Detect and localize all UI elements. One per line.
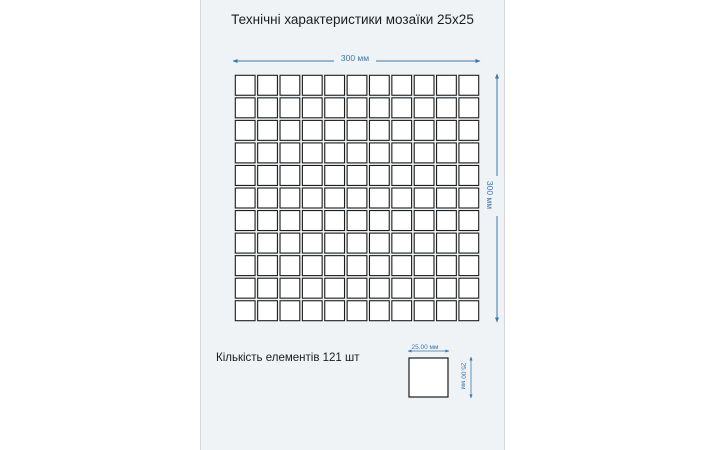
mosaic-tile — [369, 143, 389, 163]
mosaic-tile — [392, 165, 412, 185]
mosaic-tile — [414, 233, 434, 253]
mosaic-tile — [369, 256, 389, 276]
mosaic-tile — [459, 256, 479, 276]
mosaic-tile — [414, 211, 434, 231]
mosaic-tile — [347, 188, 367, 208]
mosaic-tile — [414, 165, 434, 185]
mosaic-tile — [392, 211, 412, 231]
mosaic-tile — [369, 211, 389, 231]
mosaic-tile — [347, 256, 367, 276]
mosaic-tile — [235, 278, 255, 298]
mosaic-tile — [258, 143, 278, 163]
mosaic-tile — [414, 143, 434, 163]
mosaic-tile — [258, 211, 278, 231]
element-count-label: Кількість елементів 121 шт — [216, 352, 360, 364]
mosaic-tile — [459, 301, 479, 321]
mosaic-tile — [392, 188, 412, 208]
mosaic-tile — [369, 98, 389, 118]
mosaic-tile — [280, 165, 300, 185]
mosaic-tile — [235, 165, 255, 185]
mosaic-tile — [414, 98, 434, 118]
mosaic-tile — [369, 120, 389, 140]
tile-width-label: 25.00 мм — [411, 344, 439, 351]
mosaic-tile — [347, 211, 367, 231]
mosaic-tile — [347, 301, 367, 321]
mosaic-tile — [347, 75, 367, 95]
mosaic-tile — [392, 256, 412, 276]
mosaic-tile — [302, 256, 322, 276]
mosaic-tile — [258, 75, 278, 95]
mosaic-tile — [325, 98, 345, 118]
mosaic-tile — [414, 120, 434, 140]
mosaic-tile — [280, 188, 300, 208]
mosaic-tile — [437, 165, 457, 185]
mosaic-tile — [280, 256, 300, 276]
mosaic-tile — [459, 233, 479, 253]
mosaic-tile — [392, 233, 412, 253]
mosaic-tile — [235, 143, 255, 163]
mosaic-tile — [235, 188, 255, 208]
mosaic-tile — [392, 98, 412, 118]
mosaic-tile — [414, 75, 434, 95]
mosaic-tile — [325, 188, 345, 208]
mosaic-tile — [459, 211, 479, 231]
mosaic-tile — [235, 233, 255, 253]
mosaic-tile — [302, 233, 322, 253]
mosaic-tile — [235, 98, 255, 118]
mosaic-tile — [437, 233, 457, 253]
mosaic-tile — [258, 301, 278, 321]
mosaic-tile — [347, 120, 367, 140]
mosaic-tile — [369, 75, 389, 95]
mosaic-tile — [347, 278, 367, 298]
mosaic-tile — [459, 98, 479, 118]
mosaic-tile — [325, 256, 345, 276]
mosaic-tile — [369, 278, 389, 298]
mosaic-tile — [392, 143, 412, 163]
page-title: Технічні характеристики мозаїки 25х25 — [231, 12, 474, 27]
mosaic-tile — [347, 233, 367, 253]
tile-grid — [235, 75, 478, 320]
mosaic-tile — [325, 233, 345, 253]
mosaic-tile — [437, 301, 457, 321]
mosaic-tile — [437, 256, 457, 276]
mosaic-tile — [325, 120, 345, 140]
mosaic-tile — [437, 211, 457, 231]
mosaic-tile — [280, 278, 300, 298]
mosaic-tile — [459, 188, 479, 208]
mosaic-tile — [392, 120, 412, 140]
mosaic-tile — [302, 75, 322, 95]
mosaic-tile — [258, 165, 278, 185]
mosaic-tile — [414, 256, 434, 276]
mosaic-tile — [235, 120, 255, 140]
mosaic-tile — [347, 143, 367, 163]
mosaic-tile — [280, 211, 300, 231]
mosaic-tile — [459, 165, 479, 185]
mosaic-tile — [369, 188, 389, 208]
mosaic-tile — [437, 143, 457, 163]
overall-height-label: 300 мм — [485, 180, 495, 210]
mosaic-tile — [258, 256, 278, 276]
mosaic-tile — [235, 256, 255, 276]
mosaic-tile — [459, 143, 479, 163]
mosaic-tile — [258, 233, 278, 253]
mosaic-tile — [437, 120, 457, 140]
mosaic-tile — [258, 278, 278, 298]
mosaic-tile — [325, 211, 345, 231]
mosaic-tile — [280, 301, 300, 321]
mosaic-tile — [302, 143, 322, 163]
mosaic-tile — [302, 301, 322, 321]
mosaic-tile — [325, 165, 345, 185]
mosaic-tile — [414, 188, 434, 208]
mosaic-tile — [459, 278, 479, 298]
mosaic-tile — [437, 188, 457, 208]
mosaic-tile — [325, 301, 345, 321]
mosaic-tile — [258, 98, 278, 118]
mosaic-tile — [459, 75, 479, 95]
mosaic-tile — [235, 75, 255, 95]
mosaic-tile — [414, 278, 434, 298]
mosaic-tile — [280, 75, 300, 95]
mosaic-tile — [369, 301, 389, 321]
mosaic-tile — [302, 211, 322, 231]
mosaic-tile — [302, 188, 322, 208]
mosaic-tile — [280, 98, 300, 118]
mosaic-tile — [325, 278, 345, 298]
mosaic-tile — [258, 120, 278, 140]
mosaic-tile — [437, 75, 457, 95]
mosaic-tile — [302, 165, 322, 185]
mosaic-tile — [325, 143, 345, 163]
mosaic-tile — [437, 98, 457, 118]
mosaic-tile — [325, 75, 345, 95]
overall-width-label: 300 мм — [340, 53, 370, 63]
mosaic-tile — [437, 278, 457, 298]
mosaic-tile — [258, 188, 278, 208]
mosaic-tile — [459, 120, 479, 140]
mosaic-tile — [347, 98, 367, 118]
mosaic-tile — [414, 301, 434, 321]
tile-height-label: 25.00 мм — [459, 362, 467, 390]
mosaic-tile — [369, 165, 389, 185]
mosaic-tile — [347, 165, 367, 185]
mosaic-tile — [392, 301, 412, 321]
mosaic-tile — [302, 98, 322, 118]
tile-detail — [409, 358, 448, 397]
mosaic-tile — [369, 233, 389, 253]
mosaic-tile — [280, 233, 300, 253]
mosaic-tile — [392, 75, 412, 95]
mosaic-tile — [302, 120, 322, 140]
mosaic-tile — [235, 301, 255, 321]
mosaic-tile — [302, 278, 322, 298]
mosaic-tile — [280, 120, 300, 140]
mosaic-tile — [280, 143, 300, 163]
mosaic-tile — [392, 278, 412, 298]
mosaic-tile — [235, 211, 255, 231]
